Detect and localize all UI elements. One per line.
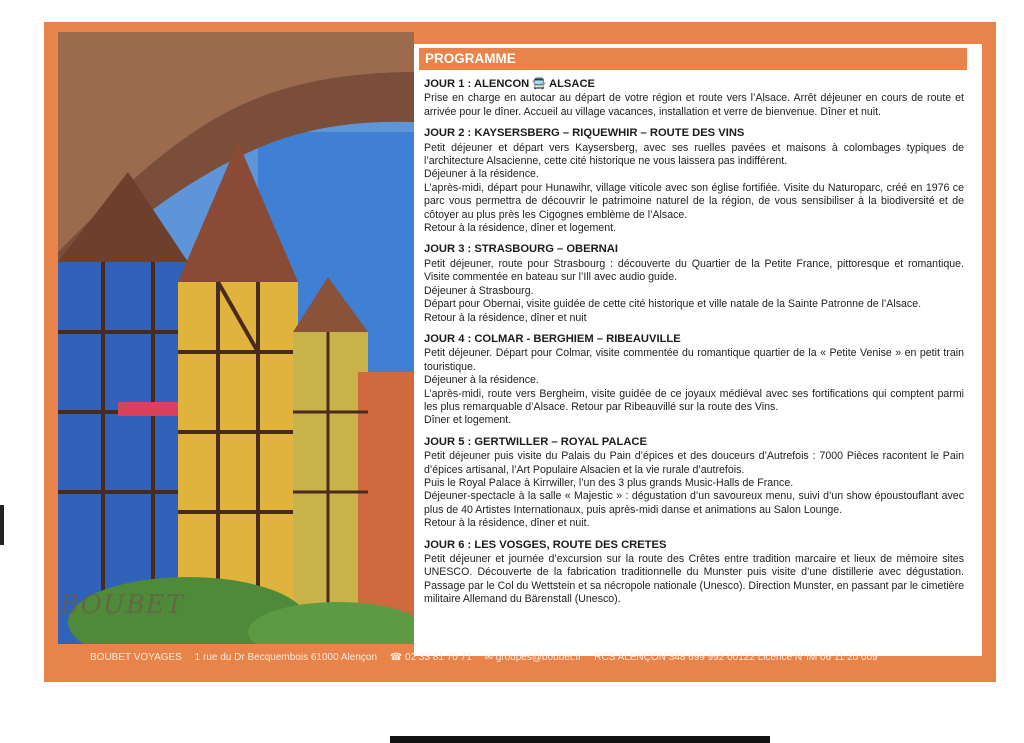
day-text: Départ pour Obernai, visite guidée de cette cité historique et ville natale de la Sainte Patronne de l’Alsace. (424, 298, 922, 311)
footer-company: BOUBET VOYAGES (90, 652, 182, 663)
day-text: Petit déjeuner et départ vers Kaysersberg, avec ses ruelles pavées et maisons à colombages typiques de l’architecture Alsacienne, cette cité historique ne vous laissera pas indifférent. (424, 141, 964, 168)
footer-contact (90, 652, 980, 663)
day-text: Prise en charge en autocar au départ de votre région et route vers l’Alsace. Arrêt déjeuner en cours de route et arrivée pour le dîner. Accueil au village vacances, installation et verre de bienvenue. Dîner et nuit. (424, 92, 964, 118)
footer-address: 1 rue du Dr Becquembois 61000 Alençon (194, 652, 378, 663)
alsace-houses-photo (58, 32, 414, 644)
day-section (424, 539, 964, 607)
boubet-watermark: BOUBET (60, 590, 185, 620)
day-title: JOUR 3 : STRASBOURG – OBERNAI (424, 243, 618, 256)
day-text: Déjeuner-spectacle à la salle « Majestic » : dégustation d’un savoureux menu, suivi d’un show époustouflant avec plus de 40 Artistes Internationaux, puis après-midi danse et animations au Salon Lounge. (424, 490, 964, 516)
footer-email: ✉ groupes@boubet.fr (484, 652, 582, 663)
day-text: Puis le Royal Palace à Kirrwiller, l’un des 3 plus grands Music-Halls de France. (424, 476, 794, 489)
day-section (424, 78, 964, 119)
day-text: L’après-midi, départ pour Hunawihr, village viticole avec son église fortifiée. Visite du Naturoparc, créé en 1976 ce parc vous permettra de découvrir le patrimoine naturel de la région, de vous sensibiliser à la biodiversité et de côtoyer au plus près les Cigognes emblème de l’Alsace. (424, 181, 964, 221)
day-text: L’après-midi, route vers Bergheim, visite guidée de ce joyaux médiéval avec ses fortifications qui comptent parmi les plus remarquable d’Alsace. Retour par Ribeauvillé sur la route des Vins. (424, 387, 964, 413)
day-text: Dîner et logement. (424, 414, 512, 427)
programme-heading: PROGRAMME (419, 48, 967, 70)
day-title: JOUR 6 : LES VOSGES, ROUTE DES CRETES (424, 538, 667, 551)
day-text: Petit déjeuner. Départ pour Colmar, visite commentée du romantique quartier de la « Petite Venise » en petit train touristique. (424, 347, 964, 373)
footer-legal: RCS ALENÇON 348 699 992 00122 Licence N°IM 06 11 20 009 (594, 652, 878, 663)
day-text: Retour à la résidence, dîner et logement. (424, 222, 616, 235)
day-text: Retour à la résidence, dîner et nuit. (424, 517, 590, 530)
day-text: Déjeuner à la résidence. (424, 374, 539, 387)
day-text: Déjeuner à Strasbourg. (424, 284, 534, 297)
scan-bottom-mark (390, 736, 770, 743)
programme-content (424, 78, 964, 615)
day-title: JOUR 1 : ALENCON 🚍 ALSACE (424, 78, 595, 90)
scan-edge-mark (0, 505, 4, 545)
day-text: Retour à la résidence, dîner et nuit (424, 311, 587, 324)
day-text: Petit déjeuner, route pour Strasbourg : découverte du Quartier de la Petite France, pittoresque et romantique. Visite commentée en bateau sur l’Ill avec audio guide. (424, 257, 964, 284)
day-section (424, 127, 964, 235)
day-text: Petit déjeuner puis visite du Palais du Pain d’épices et des douceurs d’Autrefois : 7000 Pièces racontent le Pain d’épices artisanal, l’Art Populaire Alsacien et la vie rurale d’autrefois. (424, 450, 964, 476)
day-section (424, 333, 964, 428)
photo-illustration (58, 32, 414, 644)
day-title: JOUR 2 : KAYSERSBERG – RIQUEWHIR – ROUTE DES VINS (424, 127, 745, 140)
day-text: Déjeuner à la résidence. (424, 168, 539, 181)
day-title: JOUR 5 : GERTWILLER – ROYAL PALACE (424, 435, 647, 448)
day-section (424, 243, 964, 324)
day-text: Petit déjeuner et journée d’excursion sur la route des Crêtes entre tradition marcaire et lieux de mémoire sites UNESCO. Découverte de la fabrication traditionnelle du Munster puis visite d’une distillerie avec dégustation. Passage par le Col du Wettstein et sa nécropole nationale (Unesco). Direction Munster, en passant par le cimetière militaire Allemand du Bärenstall (Unesco). (424, 553, 964, 606)
footer-phone: ☎ 02 33 81 70 71 (389, 652, 472, 663)
day-section (424, 436, 964, 531)
day-title: JOUR 4 : COLMAR - BERGHIEM – RIBEAUVILLE (424, 332, 681, 345)
